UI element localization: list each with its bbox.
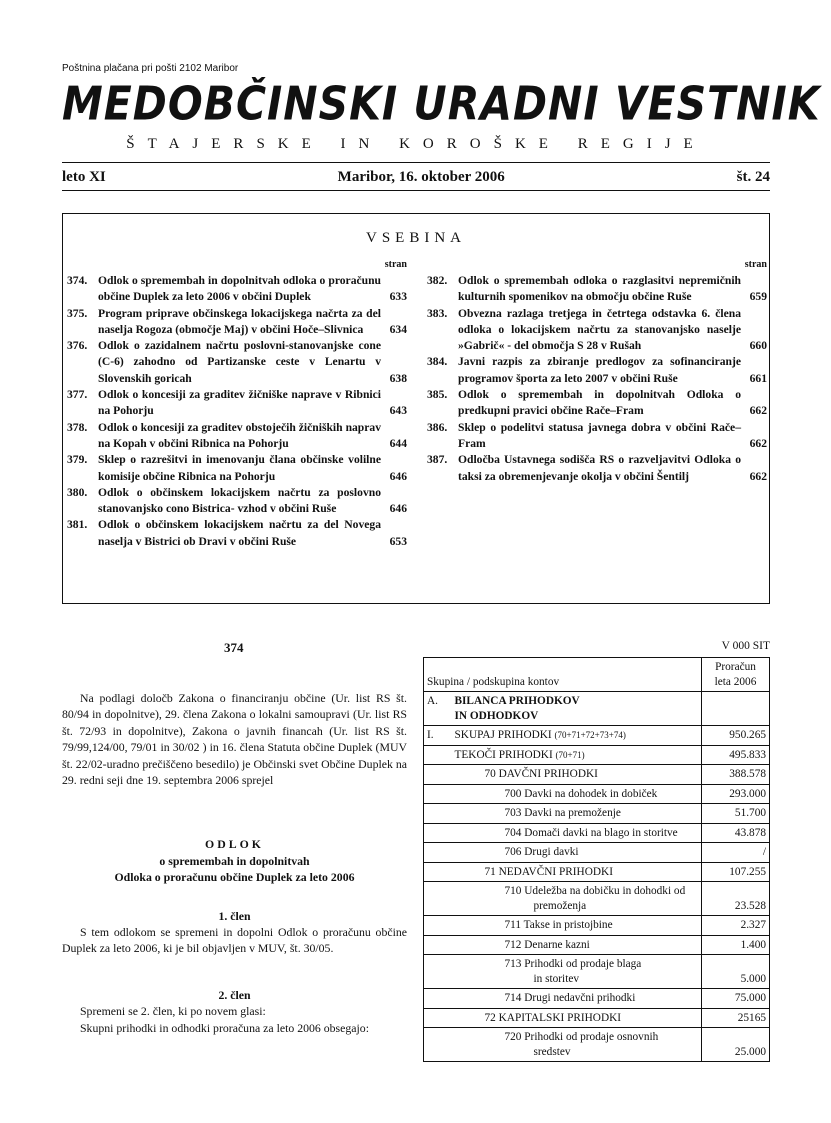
toc-right-column	[427, 259, 767, 485]
preamble: Na podlagi določb Zakona o financiranju občine (Ur. list RS št. 80/94 in dopolnitve), 29. člena Zakona o lokalni samoupravi (Ur. list RS št. 72/93 in dopolnitve), Zakona o javnih financah (Ur. list RS št. 79/99,124/00, 79/01 in 30/02 ) in 16. člena Statuta občine Duplek (MUV št. 22/02-uradno prečiščeno besedilo) je Občinski svet Občine Duplek na 29. redni seji dne 19. septembra 2006 sprejel	[62, 691, 407, 788]
toc-entry-title: Odločba Ustavnega sodišča RS o razveljavitvi Odloka o taksi za obremenjevanje okolja v občini Šentilj	[458, 453, 741, 483]
odlok-subtitle-2: Odloka o proračunu občine Duplek za leto 2006	[114, 870, 355, 885]
table-of-contents	[62, 213, 770, 604]
row-code	[424, 784, 452, 804]
row-label: 72 KAPITALSKI PRIHODKI	[484, 1011, 622, 1024]
row-label-cell	[452, 804, 702, 824]
row-label-cell	[452, 692, 702, 726]
clen-2-title: 2. člen	[218, 987, 251, 1002]
row-label-continued: IN ODHODKOV	[454, 709, 539, 722]
table-row	[424, 916, 770, 936]
row-amount: 293.000	[702, 784, 770, 804]
row-label: TEKOČI PRIHODKI	[454, 748, 553, 761]
row-label: 700 Davki na dohodek in dobiček	[504, 787, 658, 800]
row-label-cell	[452, 726, 702, 746]
row-label-cell	[452, 765, 702, 785]
row-label-continued: in storitev	[533, 972, 579, 985]
header-amount-line1: Proračun	[715, 661, 756, 673]
masthead-subtitle: ŠTAJERSKE IN KOROŠKE REGIJE	[126, 136, 706, 152]
toc-entry[interactable]	[67, 387, 407, 420]
row-amount: 25.000	[702, 1028, 770, 1062]
header-amount-line2: leta 2006	[714, 675, 757, 688]
toc-entry-page: 643	[389, 404, 407, 418]
row-label: 703 Davki na premoženje	[504, 807, 621, 819]
header-amount	[702, 658, 770, 692]
row-amount: 25165	[702, 1008, 770, 1028]
masthead-title: MEDOBČINSKI URADNI VESTNIK	[62, 77, 821, 131]
toc-entry-number: 377.	[67, 388, 88, 402]
toc-entry[interactable]	[67, 306, 407, 339]
row-amount: 388.578	[702, 765, 770, 785]
row-code	[424, 765, 452, 785]
toc-entry[interactable]	[427, 306, 767, 355]
row-label: 710 Udeležba na dobičku in dohodki od	[504, 885, 686, 897]
table-row	[424, 726, 770, 746]
toc-entry-page: 646	[389, 502, 407, 516]
table-row	[424, 804, 770, 824]
toc-entry-page: 634	[389, 322, 407, 336]
toc-entry-title: Obvezna razlaga tretjega in četrtega odstavka 6. člena odloka o lokacijskem načrtu za stanovanjsko naselje »Gabrič« - del območja S 28 v Rušah	[458, 306, 741, 353]
clen-2-text-1: Spremeni se 2. člen, ki po novem glasi:	[80, 1004, 266, 1019]
toc-entry-title: Odlok o zazidalnem načrtu poslovni-stanovanjske cone (C-6) zahodno od Partizanske ceste v Lenartu v Slovenskih goricah	[98, 339, 381, 385]
clen-1-text: S tem odlokom se spremeni in dopolni Odlok o proračunu občine Duplek za leto 2006, ki je bil objavljen v MUV, št. 30/05.	[62, 925, 407, 956]
row-code	[424, 745, 452, 765]
row-code: A.	[424, 692, 452, 726]
toc-entry-title: Program priprave občinskega lokacijskega načrta za del naselja Rogoza (območje Maj) v občini Hoče–Slivnica	[98, 306, 381, 336]
row-label-cell	[452, 745, 702, 765]
toc-entry-page: 662	[749, 469, 767, 483]
toc-entry-title: Sklep o razrešitvi in imenovanju člana občinske volilne komisije občine Ribnica na Pohorju	[98, 453, 381, 483]
row-amount: 107.255	[702, 862, 770, 882]
toc-entry[interactable]	[427, 387, 767, 420]
toc-entry-page: 644	[389, 436, 407, 450]
toc-entry[interactable]	[67, 517, 407, 550]
row-amount: /	[702, 843, 770, 863]
row-amount	[702, 692, 770, 726]
toc-entry-number: 378.	[67, 420, 88, 434]
toc-entry-title: Odlok o spremembah odloka o razglasitvi nepremičnih kulturnih spomenikov na območju občine Ruše	[458, 274, 741, 304]
issue-place-date: Maribor, 16. oktober 2006	[337, 169, 505, 185]
toc-entry-page: 661	[749, 371, 767, 385]
row-label: SKUPAJ PRIHODKI	[454, 729, 552, 741]
toc-entry-page: 662	[749, 436, 767, 450]
header-rule-bottom	[62, 190, 770, 191]
row-label: 71 NEDAVČNI PRIHODKI	[484, 865, 613, 878]
row-amount: 495.833	[702, 745, 770, 765]
row-amount: 1.400	[702, 935, 770, 955]
table-row	[424, 784, 770, 804]
row-amount: 950.265	[702, 726, 770, 746]
row-label-cell	[452, 1028, 702, 1062]
row-code	[424, 916, 452, 936]
row-label: 713 Prihodki od prodaje blaga	[504, 958, 642, 970]
row-label: 714 Drugi nedavčni prihodki	[504, 992, 636, 1004]
toc-title: VSEBINA	[365, 230, 466, 246]
row-amount: 23.528	[702, 882, 770, 916]
toc-entry-number: 381.	[67, 518, 88, 532]
table-row	[424, 862, 770, 882]
table-header-row	[424, 658, 770, 692]
toc-entry-number: 386.	[427, 420, 448, 434]
toc-left-column	[67, 259, 407, 550]
row-label: 704 Domači davki na blago in storitve	[504, 826, 678, 839]
toc-entry-page: 633	[389, 290, 407, 304]
toc-entry-title: Sklep o podelitvi statusa javnega dobra v občini Rače–Fram	[458, 420, 741, 450]
header-rule-top	[62, 162, 770, 163]
clen-1-title: 1. člen	[218, 908, 251, 923]
toc-entry-number: 387.	[427, 453, 448, 467]
toc-entry-number: 384.	[427, 355, 448, 369]
row-note: (70+71)	[555, 749, 585, 760]
row-label-continued: premoženja	[533, 899, 587, 912]
row-code	[424, 935, 452, 955]
clen-2-text-2: Skupni prihodki in odhodki proračuna za leto 2006 obsegajo:	[80, 1020, 369, 1035]
row-label-cell	[452, 823, 702, 843]
row-label: 70 DAVČNI PRIHODKI	[484, 768, 598, 780]
table-row	[424, 882, 770, 916]
header-group: Skupina / podskupina kontov	[424, 658, 702, 692]
table-row	[424, 843, 770, 863]
row-amount: 2.327	[702, 916, 770, 936]
row-label-cell	[452, 989, 702, 1009]
row-label-cell	[452, 882, 702, 916]
row-label: 712 Denarne kazni	[504, 938, 590, 951]
toc-entry-page: 662	[749, 404, 767, 418]
toc-entry-page: 659	[749, 290, 767, 304]
odlok-title: ODLOK	[205, 837, 264, 852]
odlok-subtitle-1: o spremembah in dopolnitvah	[159, 853, 310, 868]
row-label: BILANCA PRIHODKOV	[454, 695, 580, 707]
toc-entry[interactable]	[67, 420, 407, 453]
postal-note: Poštnina plačana pri pošti 2102 Maribor	[62, 63, 239, 74]
currency-unit: V 000 SIT	[721, 640, 770, 652]
table-row	[424, 1028, 770, 1062]
toc-entry-number: 383.	[427, 306, 448, 320]
row-label: 720 Prihodki od prodaje osnovnih	[504, 1031, 659, 1043]
row-code	[424, 989, 452, 1009]
toc-entry[interactable]	[67, 452, 407, 485]
row-label-cell	[452, 862, 702, 882]
toc-entry-page: 646	[389, 469, 407, 483]
toc-entry-page: 638	[389, 371, 407, 385]
table-row	[424, 955, 770, 989]
row-code	[424, 843, 452, 863]
row-code	[424, 1008, 452, 1028]
table-row	[424, 823, 770, 843]
row-code	[424, 862, 452, 882]
row-amount: 43.878	[702, 823, 770, 843]
toc-entry-number: 375.	[67, 306, 88, 320]
row-code	[424, 1028, 452, 1062]
issue-line	[62, 169, 770, 186]
table-row	[424, 692, 770, 726]
row-label-cell	[452, 935, 702, 955]
toc-entry[interactable]	[67, 485, 407, 518]
toc-entry[interactable]	[427, 420, 767, 453]
row-code	[424, 882, 452, 916]
toc-entry-number: 376.	[67, 339, 88, 353]
row-amount: 51.700	[702, 804, 770, 824]
toc-entry-title: Odlok o občinskem lokacijskem načrtu za poslovno stanovanjsko cono Bistrica- vzhod v občini Ruše	[98, 485, 381, 516]
toc-entry-title: Odlok o koncesiji za graditev obstoječih žičniških naprav na Kopah v občini Ribnica na Pohorju	[98, 420, 381, 450]
row-label-cell	[452, 916, 702, 936]
row-code: I.	[424, 726, 452, 746]
toc-entry-number: 379.	[67, 453, 88, 467]
toc-entry[interactable]	[427, 354, 767, 387]
toc-entry[interactable]	[67, 273, 407, 306]
toc-entry-number: 385.	[427, 388, 448, 402]
issue-number: št. 24	[736, 169, 770, 185]
row-code	[424, 804, 452, 824]
toc-entry-number: 374.	[67, 274, 88, 287]
row-code	[424, 823, 452, 843]
toc-page-header: stran	[384, 259, 407, 270]
table-row	[424, 765, 770, 785]
row-amount: 75.000	[702, 989, 770, 1009]
toc-entry-number: 382.	[427, 274, 448, 287]
toc-entry-title: Odlok o spremembah in dopolnitvah odloka o proračunu občine Duplek za leto 2006 v občini Duplek	[98, 274, 381, 304]
row-label-cell	[452, 955, 702, 989]
row-amount: 5.000	[702, 955, 770, 989]
row-label-continued: sredstev	[533, 1045, 571, 1058]
document-number: 374	[224, 640, 244, 655]
toc-entry-title: Odlok o občinskem lokacijskem načrtu za del Novega naselja v Bistrici ob Dravi v občini Ruše	[98, 518, 381, 548]
table-row	[424, 1008, 770, 1028]
table-row	[424, 745, 770, 765]
toc-page-header: stran	[744, 259, 767, 270]
row-label-cell	[452, 843, 702, 863]
row-label: 706 Drugi davki	[504, 846, 579, 858]
row-label: 711 Takse in pristojbine	[504, 919, 613, 931]
table-row	[424, 989, 770, 1009]
toc-entry[interactable]	[67, 338, 407, 387]
toc-entry-title: Javni razpis za zbiranje predlogov za sofinanciranje programov športa za leto 2007 v občini Ruše	[458, 355, 741, 385]
row-label-cell	[452, 784, 702, 804]
toc-entry-title: Odlok o koncesiji za graditev žičniške naprave v Ribnici na Pohorju	[98, 388, 381, 418]
row-code	[424, 955, 452, 989]
toc-entry-page: 653	[389, 534, 407, 548]
toc-entry[interactable]	[427, 273, 767, 306]
row-note: (70+71+72+73+74)	[554, 730, 626, 740]
toc-entry[interactable]	[427, 452, 767, 485]
budget-table	[423, 657, 770, 1062]
table-row	[424, 935, 770, 955]
toc-entry-page: 660	[749, 339, 767, 353]
toc-entry-title: Odlok o spremembah in dopolnitvah Odloka o predkupni pravici občine Rače–Fram	[458, 388, 741, 418]
document-body	[62, 690, 407, 1036]
row-label-cell	[452, 1008, 702, 1028]
toc-entry-number: 380.	[67, 485, 88, 499]
issue-year: leto XI	[62, 169, 106, 185]
